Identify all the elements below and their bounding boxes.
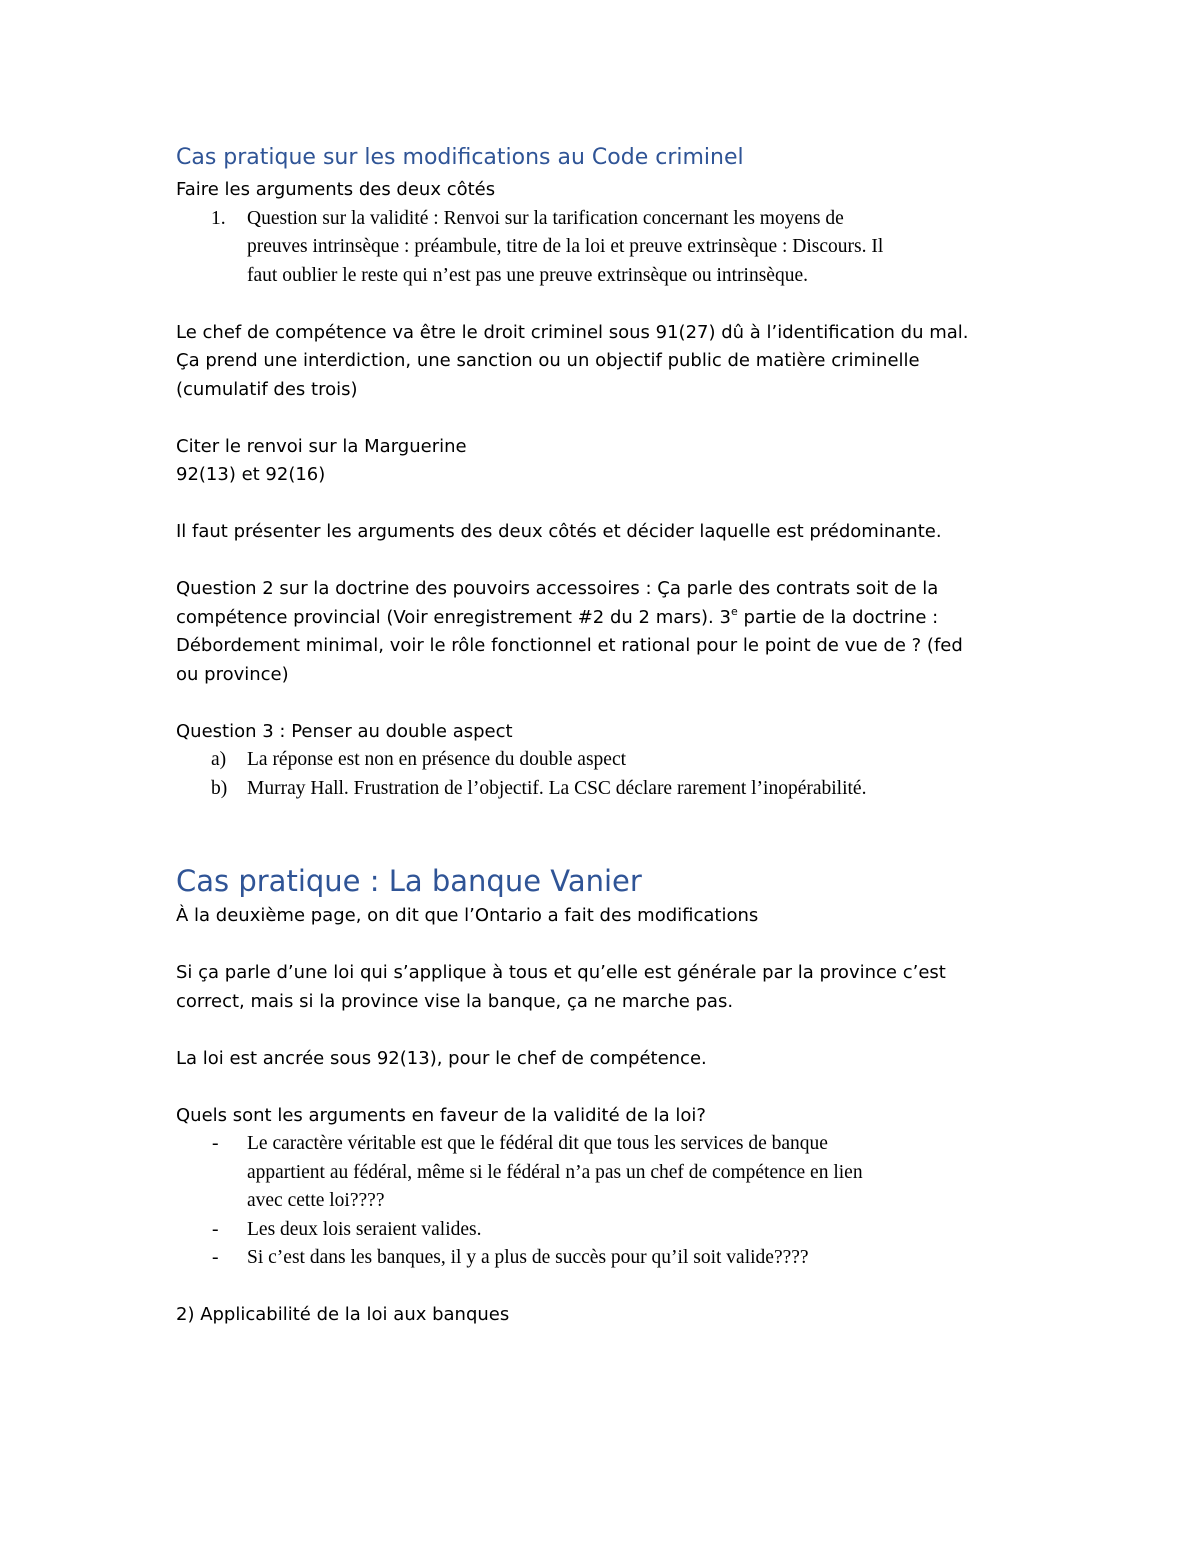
paragraph-line: 92(13) et 92(16)	[176, 464, 326, 485]
lettered-list-item	[176, 746, 1036, 775]
applicability-heading: 2) Applicabilité de la loi aux banques	[176, 1304, 510, 1325]
paragraph-line: Le chef de compétence va être le droit criminel sous 91(27) dû à l’identification du mal.	[176, 321, 969, 343]
list-item-text: La réponse est non en présence du double aspect	[247, 749, 627, 770]
list-item-line: Le caractère véritable est que le fédéral dit que tous les services de banque	[247, 1133, 828, 1154]
list-letter: b)	[211, 777, 228, 799]
list-item-text: Murray Hall. Frustration de l’objectif. La CSC déclare rarement l’inopérabilité.	[247, 777, 867, 799]
paragraph-line: Si ça parle d’une loi qui s’applique à tous et qu’elle est générale par la province c’est	[176, 962, 946, 983]
section-1-subtitle: Faire les arguments des deux côtés	[176, 179, 496, 200]
lettered-list-item	[176, 775, 1036, 804]
section-2-title: Cas pratique : La banque Vanier	[176, 864, 642, 898]
section-1-title: Cas pratique sur les modifications au Code criminel	[176, 145, 744, 170]
paragraph-line: (cumulatif des trois)	[176, 378, 358, 400]
bullet-list-item	[176, 1244, 1036, 1273]
question-3-heading: Question 3 : Penser au double aspect	[176, 720, 513, 742]
list-number: 1.	[211, 207, 226, 229]
paragraph-line: Il faut présenter les arguments des deux côtés et décider laquelle est prédominante.	[176, 521, 942, 542]
dash-bullet: -	[212, 1133, 219, 1154]
section-2-intro: À la deuxième page, on dit que l’Ontario a fait des modifications	[176, 905, 759, 926]
paragraph-line: Citer le renvoi sur la Marguerine	[176, 435, 467, 457]
list-item-line: faut oublier le reste qui n’est pas une preuve extrinsèque ou intrinsèque.	[247, 264, 808, 286]
list-item-line: Question sur la validité : Renvoi sur la tarification concernant les moyens de	[247, 207, 844, 229]
paragraph-line: ou province)	[176, 663, 289, 685]
dash-bullet: -	[212, 1218, 219, 1240]
paragraph-line: correct, mais si la province vise la banque, ça ne marche pas.	[176, 990, 734, 1012]
list-letter: a)	[211, 749, 227, 770]
superscript: e	[730, 604, 738, 618]
paragraph-line: compétence provincial (Voir enregistrement #2 du 2 mars). 3e partie de la doctrine :	[176, 604, 939, 628]
paragraph-line: La loi est ancrée sous 92(13), pour le chef de compétence.	[176, 1047, 707, 1069]
list-item-line: Les deux lois seraient valides.	[247, 1218, 482, 1240]
dash-bullet: -	[212, 1247, 219, 1268]
document-body	[176, 140, 1036, 1330]
list-item-line: appartient au fédéral, même si le fédéral n’a pas un chef de compétence en lien	[247, 1161, 863, 1183]
paragraph-line: Débordement minimal, voir le rôle fonctionnel et rational pour le point de vue de ? (fed	[176, 635, 963, 656]
bullet-list-item	[176, 1130, 1036, 1216]
numbered-list-item	[176, 205, 1036, 291]
list-item-line: preuves intrinsèque : préambule, titre de la loi et preuve extrinsèque : Discours. Il	[247, 236, 884, 257]
arguments-heading: Quels sont les arguments en faveur de la validité de la loi?	[176, 1104, 706, 1126]
paragraph-line: Ça prend une interdiction, une sanction ou un objectif public de matière criminelle	[176, 350, 920, 371]
list-item-line: Si c’est dans les banques, il y a plus de succès pour qu’il soit valide????	[247, 1247, 809, 1268]
list-item-line: avec cette loi????	[247, 1190, 385, 1211]
paragraph-line: Question 2 sur la doctrine des pouvoirs accessoires : Ça parle des contrats soit de la	[176, 578, 939, 599]
bullet-list-item	[176, 1216, 1036, 1245]
